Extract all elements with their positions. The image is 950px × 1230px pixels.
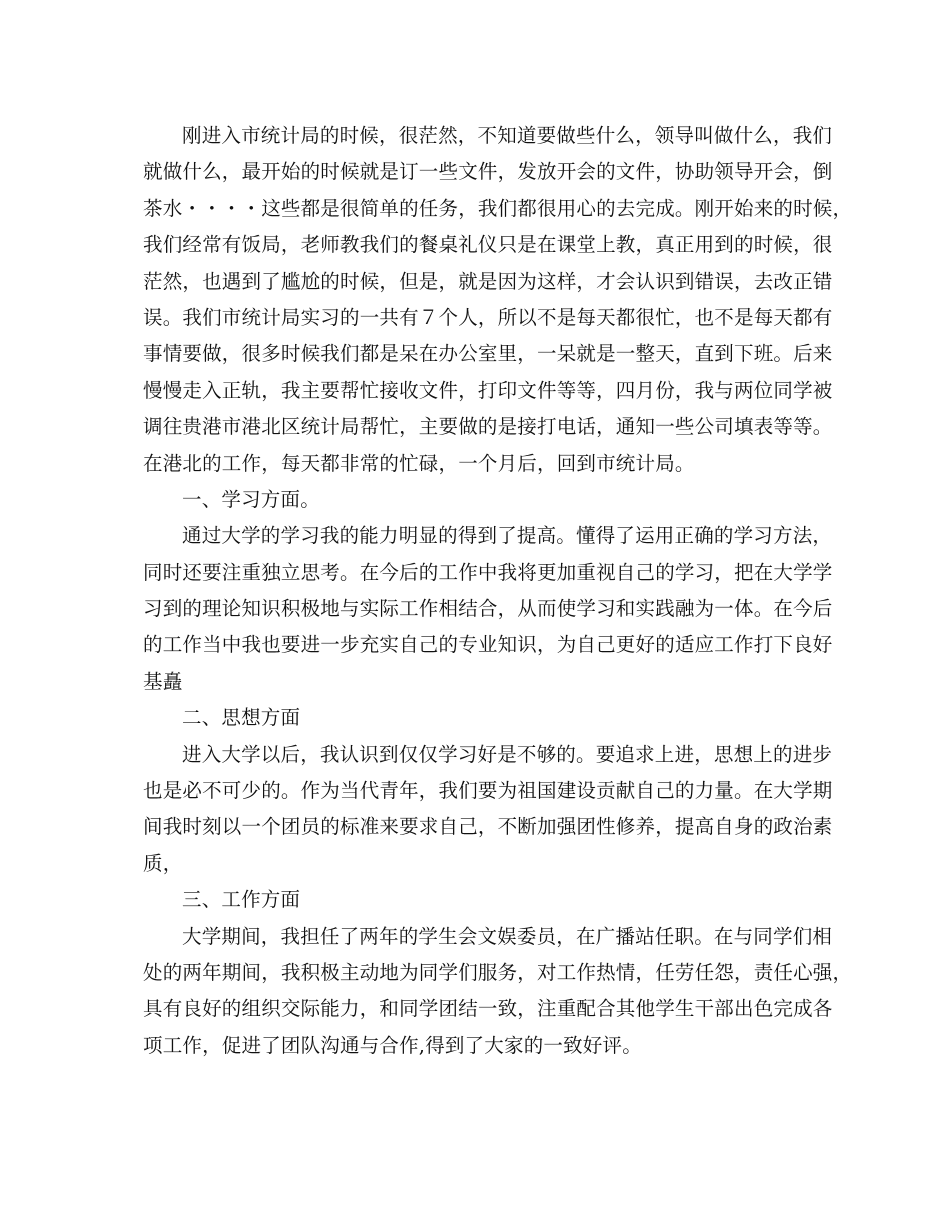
thought-line: 也是必不可少的。作为当代青年，我们要为祖国建设贡献自己的力量。在大学期: [143, 779, 833, 803]
thought-line: 进入大学以后，我认识到仅仅学习好是不够的。要追求上进，思想上的进步: [182, 742, 833, 766]
study-line: 基矗: [143, 669, 183, 693]
thought-line: 间我时刻以一个团员的标准来要求自己，不断加强团性修养，提高自身的政治素: [143, 815, 833, 839]
work-line: 大学期间，我担任了两年的学生会文娱委员，在广播站任职。在与同学们相: [182, 924, 833, 948]
study-heading: 一、学习方面。: [182, 487, 320, 511]
study-line: 习到的理论知识积极地与实际工作相结合，从而使学习和实践融为一体。在今后: [143, 597, 833, 621]
study-line: 的工作当中我也要进一步充实自己的专业知识，为自己更好的适应工作打下良好: [143, 633, 833, 657]
thought-heading: 二、思想方面: [182, 706, 301, 730]
intro-line: 茶水・・・・这些都是很简单的任务，我们都很用心的去完成。刚开始来的时候，: [143, 196, 853, 220]
intro-paragraph: [143, 118, 853, 482]
document-body: [143, 118, 853, 1064]
work-line: 具有良好的组织交际能力，和同学团结一致，注重配合其他学生干部出色完成各: [143, 997, 833, 1021]
study-line: 同时还要注重独立思考。在今后的工作中我将更加重视自己的学习，把在大学学: [143, 560, 833, 584]
work-line: 项工作，促进了团队沟通与合作,得到了大家的一致好评。: [143, 1033, 642, 1057]
intro-line: 刚进入市统计局的时候，很茫然，不知道要做些什么，领导叫做什么，我们: [182, 124, 833, 147]
intro-line: 在港北的工作，每天都非常的忙碌，一个月后，回到市统计局。: [143, 451, 695, 475]
study-line: 通过大学的学习我的能力明显的得到了提高。懂得了运用正确的学习方法，: [182, 524, 833, 548]
study-paragraph: [143, 518, 833, 700]
intro-line: 误。我们市统计局实习的一共有７个人，所以不是每天都很忙，也不是每天都有: [143, 305, 833, 329]
intro-line: 调往贵港市港北区统计局帮忙，主要做的是接打电话，通知一些公司填表等等。: [143, 415, 833, 439]
thought-paragraph: [143, 737, 833, 883]
thought-line: 质，: [143, 851, 183, 875]
work-heading: 三、工作方面: [182, 888, 301, 912]
work-line: 处的两年期间，我积极主动地为同学们服务，对工作热情，任劳任怨，责任心强，: [143, 960, 853, 984]
intro-line: 就做什么，最开始的时候就是订一些文件，发放开会的文件，协助领导开会，倒: [143, 160, 833, 184]
intro-line: 茫然，也遇到了尴尬的时候，但是，就是因为这样，才会认识到错误，去改正错: [143, 269, 833, 293]
intro-line: 我们经常有饭局，老师教我们的餐桌礼仪只是在课堂上教，真正用到的时候，很: [143, 233, 833, 257]
work-paragraph: [143, 919, 853, 1065]
intro-line: 慢慢走入正轨，我主要帮忙接收文件，打印文件等等，四月份，我与两位同学被: [143, 378, 833, 402]
intro-line: 事情要做，很多时候我们都是呆在办公室里，一呆就是一整天，直到下班。后来: [143, 342, 833, 366]
